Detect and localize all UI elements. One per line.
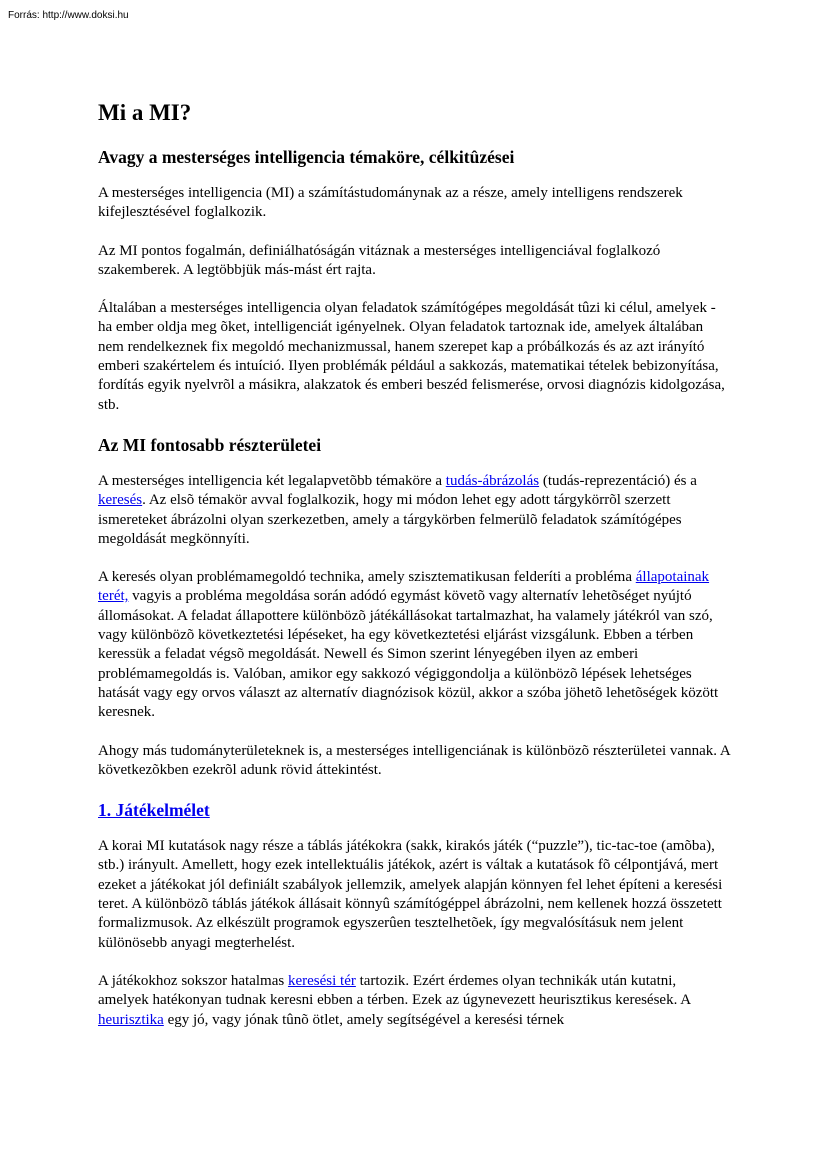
paragraph-subfields-overview: Ahogy más tudományterületeknek is, a mesterséges intelligenciának is különbözõ részterületei vannak. A következõkben ezekrõl adunk rövid áttekintést.: [98, 742, 730, 778]
section-title-game-theory: [98, 799, 730, 821]
text-segment: A játékokhoz sokszor hatalmas: [98, 972, 288, 989]
paragraph-heuristics: [98, 972, 730, 1030]
paragraph-search: [98, 568, 730, 722]
page-subtitle: Avagy a mesterséges intelligencia témaköre, célkitûzései: [98, 147, 515, 167]
link-search-space[interactable]: keresési tér: [287, 972, 356, 989]
text-segment: (tudás-reprezentáció) és a: [539, 472, 697, 489]
paragraph-intro: A mesterséges intelligencia (MI) a számítástudománynak az a része, amely intelligens rendszerek kifejlesztésével foglalkozik.: [98, 185, 683, 221]
link-knowledge-representation[interactable]: tudás-ábrázolás: [445, 472, 540, 489]
text-segment: . Az elsõ témakör avval foglalkozik, hogy mi módon lehet egy adott tárgykörrõl szerzett ismereteket ábrázolni olyan szerkezetben, amely a tárgykörben felmerülõ feladatok számítógépes megoldását megkönnyíti.: [98, 492, 682, 547]
paragraph-board-games: A korai MI kutatások nagy része a táblás játékokra (sakk, kirakós játék (“puzzle”), tic-tac-toe (amõba), stb.) irányult. Amellett, hogy ezek intellektuális játékok, azért is váltak a kutatások fõ célpontjává, mert ezeket a játékokat jól definiált szabályok jellemzik, amelyek alapján könnyen fel lehet építeni a keresési teret. A különbözõ táblás játékok állásait könnyû számítógéppel ábrázolni, nem kellenek hozzá összetett formalizmusok. Az elkészült programok egyszerûen tesztelhetõek, így megvalósításuk nem jelent különösebb anyagi megterhelést.: [98, 838, 723, 951]
paragraph-topics: [98, 472, 730, 549]
text-segment: A keresés olyan problémamegoldó technika, amely szisztematikusan felderíti a probléma: [98, 569, 636, 586]
paragraph-general: Általában a mesterséges intelligencia olyan feladatok számítógépes megoldását tûzi ki célul, amelyek - ha ember oldja meg õket, intelligenciát igényelnek. Olyan feladatok tartoznak ide, amelyek általában nem rendelkeznek fix megoldó mechanizmussal, hanem szerepet kap a próbálkozás és az azt irányító emberi szakértelem és intuíció. Ilyen problémák például a sakkozás, matematikai tételek bebizonyítása, fordítás egyik nyelvrõl a másikra, alakzatok és emberi beszéd felismerése, orvosi diagnózis kidolgozása, stb.: [98, 300, 725, 413]
link-search[interactable]: keresés: [98, 492, 143, 509]
document-body: [98, 98, 730, 1049]
text-segment: tartozik. Ezért érdemes olyan technikák után kutatni, amelyek hatékonyan tudnak keresni ebben a térben. Ezek az úgynevezett heurisztikus keresések. A: [98, 972, 691, 1009]
link-game-theory[interactable]: 1. Játékelmélet: [98, 800, 210, 821]
text-segment: vagyis a probléma megoldása során adódó egymást követõ vagy alternatív lehetõséget nyújtó állomásokat. A feladat állapottere különbözõ játékállásokat tartalmazhat, ha valamely játékról van szó, vagy különbözõ következtetési lépéseket, ha egy következtetési eljárást vizsgálunk. Ebben a térben keressük a feladat végsõ megoldását. Newell és Simon szerint lényegében ilyen az emberi problémamegoldás is. Valóban, amikor egy sakkozó végiggondolja a különbözõ lépések lehetséges hatását vagy egy orvos választ az alternatív diagnózisok közül, akkor a szóba jöhetõ lehetõségek között keresnek.: [98, 588, 719, 721]
link-state-space[interactable]: állapotainak terét,: [98, 569, 710, 605]
text-segment: A mesterséges intelligencia két legalapvetõbb témaköre a: [98, 472, 446, 489]
section-title-subfields: Az MI fontosabb részterületei: [98, 434, 322, 455]
source-line: Forrás: http://www.doksi.hu: [8, 10, 129, 21]
page-title: Mi a MI?: [98, 100, 192, 125]
paragraph-definition: Az MI pontos fogalmán, definiálhatóságán vitáznak a mesterséges intelligenciával foglalkozó szakemberek. A legtöbbjük más-mást ért rajta.: [98, 242, 661, 278]
link-heuristic[interactable]: heurisztika: [98, 1011, 164, 1028]
text-segment: egy jó, vagy jónak tûnõ ötlet, amely segítségével a keresési térnek: [163, 1011, 565, 1028]
